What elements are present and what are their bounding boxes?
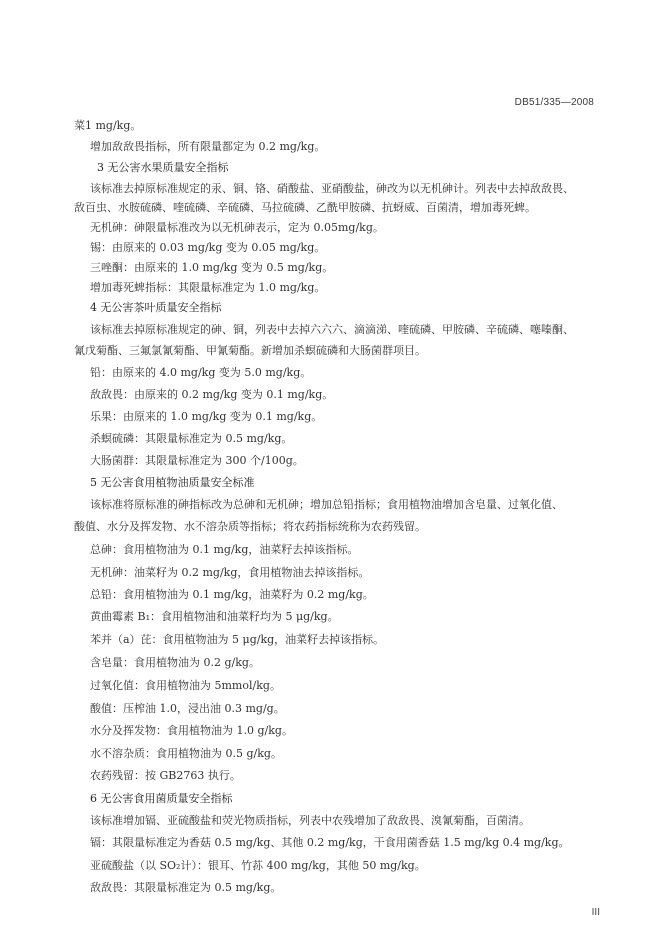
text-line: 总砷：食用植物油为 0.1 mg/kg，油菜籽去掉该指标。 [90,543,359,556]
text-line: 水分及挥发物：食用植物油为 1.0 g/kg。 [90,724,293,737]
text-line: 过氧化值：食用植物油为 5mmol/kg。 [90,679,281,692]
text-line: 锡：由原来的 0.03 mg/kg 变为 0.05 mg/kg。 [90,241,326,254]
section-heading: 6 无公害食用菌质量安全指标 [90,792,233,805]
text-line: 酸值、水分及挥发物、水不溶杂质等指标；将农药指标统称为农药残留。 [74,520,426,533]
text-line: 杀螟硫磷：其限量标准定为 0.5 mg/kg。 [90,432,293,445]
text-line: 氰戊菊酯、三氟氯氰菊酯、甲氰菊酯。新增加杀螟硫磷和大肠菌群项目。 [74,344,426,357]
text-line: 敌敌畏：由原来的 0.2 mg/kg 变为 0.1 mg/kg。 [90,388,334,401]
text-line: 苯并（a）芘：食用植物油为 5 μg/kg，油菜籽去掉该指标。 [90,633,385,646]
section-heading: 3 无公害水果质量安全指标 [97,161,229,174]
section-heading: 5 无公害食用植物油质量安全标准 [90,476,255,489]
text-line: 黄曲霉素 B₁：食用植物油和油菜籽均为 5 μg/kg。 [90,610,339,623]
document-code: DB51/335—2008 [514,97,594,108]
text-line: 敌敌畏：其限量标准定为 0.5 mg/kg。 [90,881,282,894]
text-line: 含皂量：食用植物油为 0.2 g/kg。 [90,656,260,669]
text-line: 三唑酮：由原来的 1.0 mg/kg 变为 0.5 mg/kg。 [90,261,334,274]
text-line: 总铅：食用植物油为 0.1 mg/kg，油菜籽为 0.2 mg/kg。 [90,588,374,601]
text-line: 无机砷：砷限量标准改为以无机砷表示，定为 0.05mg/kg。 [90,221,384,234]
text-line: 增加毒死蜱指标：其限量标准定为 1.0 mg/kg。 [90,281,326,294]
text-line: 该标准将原标准的砷指标改为总砷和无机砷；增加总铅指标；食用植物油增加含皂量、过氧化值、 [90,498,563,511]
text-line: 敌百虫、水胺硫磷、喹硫磷、辛硫磷、马拉硫磷、乙酰甲胺磷、抗蚜威、百菌清，增加毒死蜱。 [74,201,536,214]
text-line: 该标准去掉原标准规定的汞、铜、铬、硝酸盐、亚硝酸盐，砷改为以无机砷计。列表中去掉敌敌畏、 [90,182,574,195]
text-line: 水不溶杂质：食用植物油为 0.5 g/kg。 [90,747,282,760]
text-line: 该标准去掉原标准规定的砷、铜，列表中去掉六六六、滴滴涕、喹硫磷、甲胺磷、辛硫磷、噻嗪酮、 [90,323,574,336]
text-line: 镉：其限量标准定为香菇 0.5 mg/kg、其他 0.2 mg/kg，干食用菌香菇 1.5 mg/kg 0.4 mg/kg。 [90,836,570,849]
text-line: 亚硫酸盐（以 SO₂计）：银耳、竹荪 400 mg/kg，其他 50 mg/kg。 [90,859,426,872]
text-line: 酸值：压榨油 1.0，浸出油 0.3 mg/g。 [90,702,285,715]
text-line: 乐果：由原来的 1.0 mg/kg 变为 0.1 mg/kg。 [90,410,323,423]
text-line: 增加敌敌畏指标，所有限量都定为 0.2 mg/kg。 [90,140,326,153]
text-line: 农药残留：按 GB2763 执行。 [90,769,241,782]
page-number: III [591,907,600,918]
text-line: 该标准增加镉、亚硫酸盐和荧光物质指标，列表中农残增加了敌敌畏、溴氰菊酯，百菌清。 [90,814,530,827]
section-heading: 4 无公害茶叶质量安全指标 [90,301,222,314]
text-line: 铅：由原来的 4.0 mg/kg 变为 5.0 mg/kg。 [90,366,312,379]
text-line: 菜1 mg/kg。 [74,119,142,132]
text-line: 大肠菌群：其限量标准定为 300 个/100g。 [90,454,304,467]
text-line: 无机砷：油菜籽为 0.2 mg/kg，食用植物油去掉该指标。 [90,566,370,579]
